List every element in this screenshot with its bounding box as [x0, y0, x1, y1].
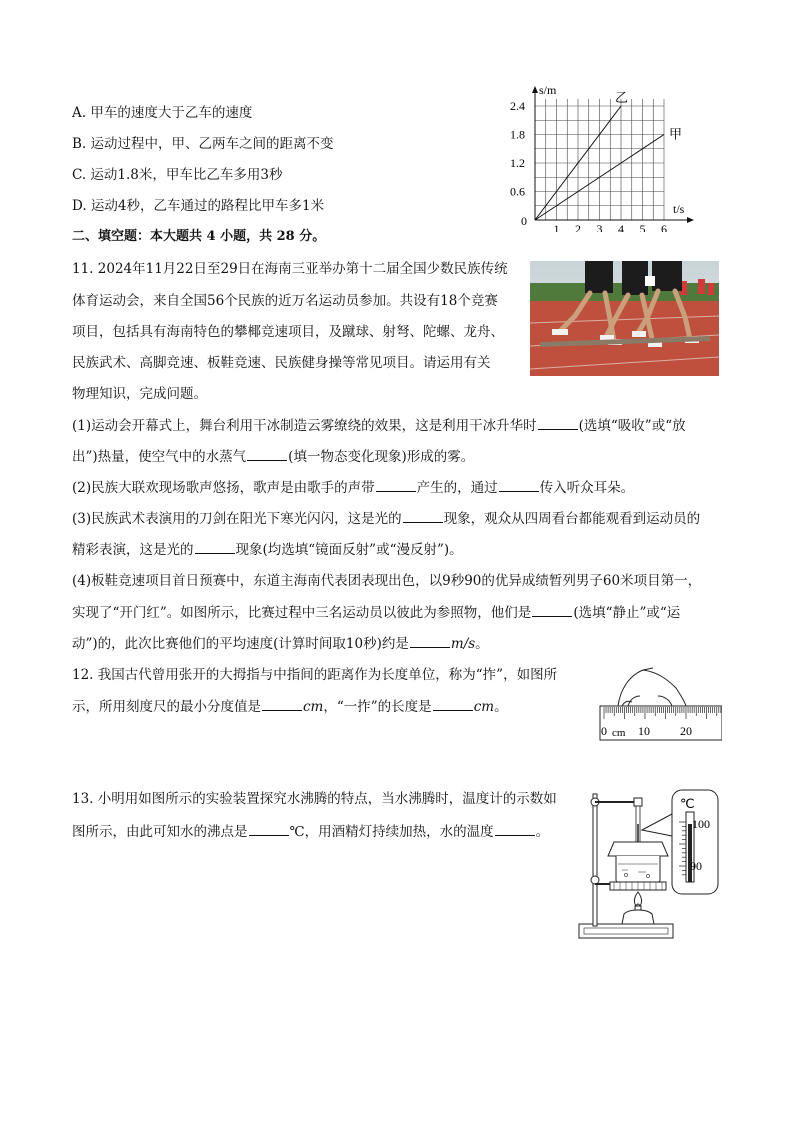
x-axis-label: t/s — [673, 202, 685, 216]
y-tick-label: 2.4 — [510, 99, 525, 113]
x-tick-label: 4 — [618, 222, 624, 232]
option-b: B. 运动过程中，甲、乙两车之间的距离不变 — [72, 136, 334, 152]
q11-blank-3[interactable] — [376, 478, 416, 492]
option-c: C. 运动1.8米，甲车比乙车多用3秒 — [72, 167, 283, 183]
q11-blank-1[interactable] — [538, 416, 578, 430]
x-tick-label: 6 — [661, 222, 667, 232]
thermo-unit: ℃ — [680, 796, 695, 811]
q11-part4-line1: (4)板鞋竞速项目首日预赛中，东道主海南代表团表现出色，以9秒90的优异成绩暂列男子60米项目第一， — [72, 573, 702, 589]
q11-blank-5[interactable] — [403, 509, 443, 523]
q12-blank-1[interactable] — [262, 697, 302, 711]
ruler-label-0: 0 — [601, 724, 607, 738]
q11-blank-7[interactable] — [532, 603, 572, 617]
thermo-label-90: 90 — [690, 859, 702, 873]
alcohol-lamp — [622, 910, 654, 924]
x-tick-label: 3 — [596, 222, 603, 232]
q11-line-2: 体育运动会，来自全国56个民族的近万名运动员参加。共设有18个竞赛 — [72, 293, 498, 309]
ruler-label-20: 20 — [680, 724, 692, 738]
q11-part4-line2: 实现了“开门红”。如图所示，比赛过程中三名运动员以彼此为参照物，他们是 (选填“静止”或“运 — [72, 605, 681, 621]
q11-blank-2[interactable] — [247, 447, 287, 461]
x-axis-arrow — [687, 217, 694, 223]
q12-line1: 12. 我国古代曾用张开的大拇指与中指间的距离作为长度单位，称为“拃”，如图所 — [72, 667, 558, 683]
q11-part4-line3: 动”)的，此次比赛他们的平均速度(计算时间取10秒)约是 m/s。 — [72, 636, 489, 652]
thermo-label-100: 100 — [692, 817, 710, 831]
q11-blank-8[interactable] — [410, 634, 450, 648]
ruler-label-cm: cm — [612, 727, 626, 739]
series-label-0: 乙 — [615, 90, 629, 105]
ruler-hand-figure — [598, 666, 722, 748]
y-tick-label: 1.8 — [510, 127, 525, 142]
q11-blank-6[interactable] — [195, 540, 235, 554]
q11-part3-line2: 精彩表演，这是光的 现象(均选填“镜面反射”或“漫反射”)。 — [72, 542, 463, 558]
s-t-graph — [505, 82, 695, 232]
y-tick-label: 0.6 — [510, 184, 525, 199]
y-tick-label: 1.2 — [510, 156, 525, 170]
origin-label: 0 — [521, 214, 527, 228]
y-axis-arrow — [532, 86, 538, 93]
boiling-apparatus-figure — [576, 784, 722, 944]
q11-blank-4[interactable] — [499, 478, 539, 492]
thermometer-zoom-box — [672, 790, 718, 894]
q13-line1: 13. 小明用如图所示的实验装置探究水沸腾的特点，当水沸腾时，温度计的示数如 — [72, 791, 557, 807]
q11-line-3: 项目，包括具有海南特色的攀椰竞速项目，及蹴球、射弩、陀螺、龙舟、 — [72, 324, 504, 340]
q11-line-4: 民族武术、高脚竞速、板鞋竞速、民族健身操等常见项目。请运用有关 — [72, 355, 491, 371]
beaker — [616, 856, 660, 882]
section-heading: 二、填空题：本大题共 4 小题，共 28 分。 — [72, 229, 326, 244]
hand-outline — [618, 668, 686, 706]
ruler-label-10: 10 — [638, 724, 650, 738]
x-tick-label: 2 — [575, 222, 581, 232]
graph-grid — [535, 99, 664, 220]
q13-line2: 图所示，由此可知水的沸点是 ℃，用酒精灯持续加热，水的温度 。 — [72, 824, 550, 840]
y-axis-label: s/m — [539, 83, 557, 97]
stand-rod — [593, 794, 597, 926]
x-tick-label: 1 — [553, 222, 560, 232]
option-d: D. 运动4秒，乙车通过的路程比甲车多1米 — [72, 198, 325, 214]
q13-blank-1[interactable] — [249, 822, 289, 836]
runners-photo — [530, 261, 719, 376]
q13-blank-2[interactable] — [495, 822, 535, 836]
series-lines — [535, 90, 682, 220]
q11-part3-line1: (3)民族武术表演用的刀剑在阳光下寒光闪闪，这是光的 现象，观众从四周看台都能观看到运动员的 — [72, 511, 701, 527]
q11-line-1: 11. 2024年11月22日至29日在海南三亚举办第十二届全国少数民族传统 — [72, 261, 508, 277]
flame — [634, 892, 641, 906]
q11-part2: (2)民族大联欢现场歌声悠扬，歌声是由歌手的声带 产生的，通过 传入听众耳朵。 — [72, 480, 635, 496]
q11-line-5: 物理知识，完成问题。 — [72, 386, 207, 402]
q11-part1-line2: 出”)热量，使空气中的水蒸气 (填一物态变化现象)形成的雾。 — [72, 449, 475, 465]
series-label-1: 甲 — [669, 126, 683, 142]
option-a: A. 甲车的速度大于乙车的速度 — [72, 105, 253, 121]
thermo-liquid — [688, 824, 692, 882]
q11-part1-line1: (1)运动会开幕式上，舞台利用干冰制造云雾缭绕的效果，这是利用干冰升华时 (选填“吸收”或“放 — [72, 418, 686, 434]
x-tick-label: 5 — [639, 222, 646, 232]
q12-blank-2[interactable] — [433, 697, 473, 711]
beaker-cover — [608, 842, 668, 856]
q12-line2: 示，所用刻度尺的最小分度值是 cm，“一拃”的长度是 cm。 — [72, 699, 508, 715]
